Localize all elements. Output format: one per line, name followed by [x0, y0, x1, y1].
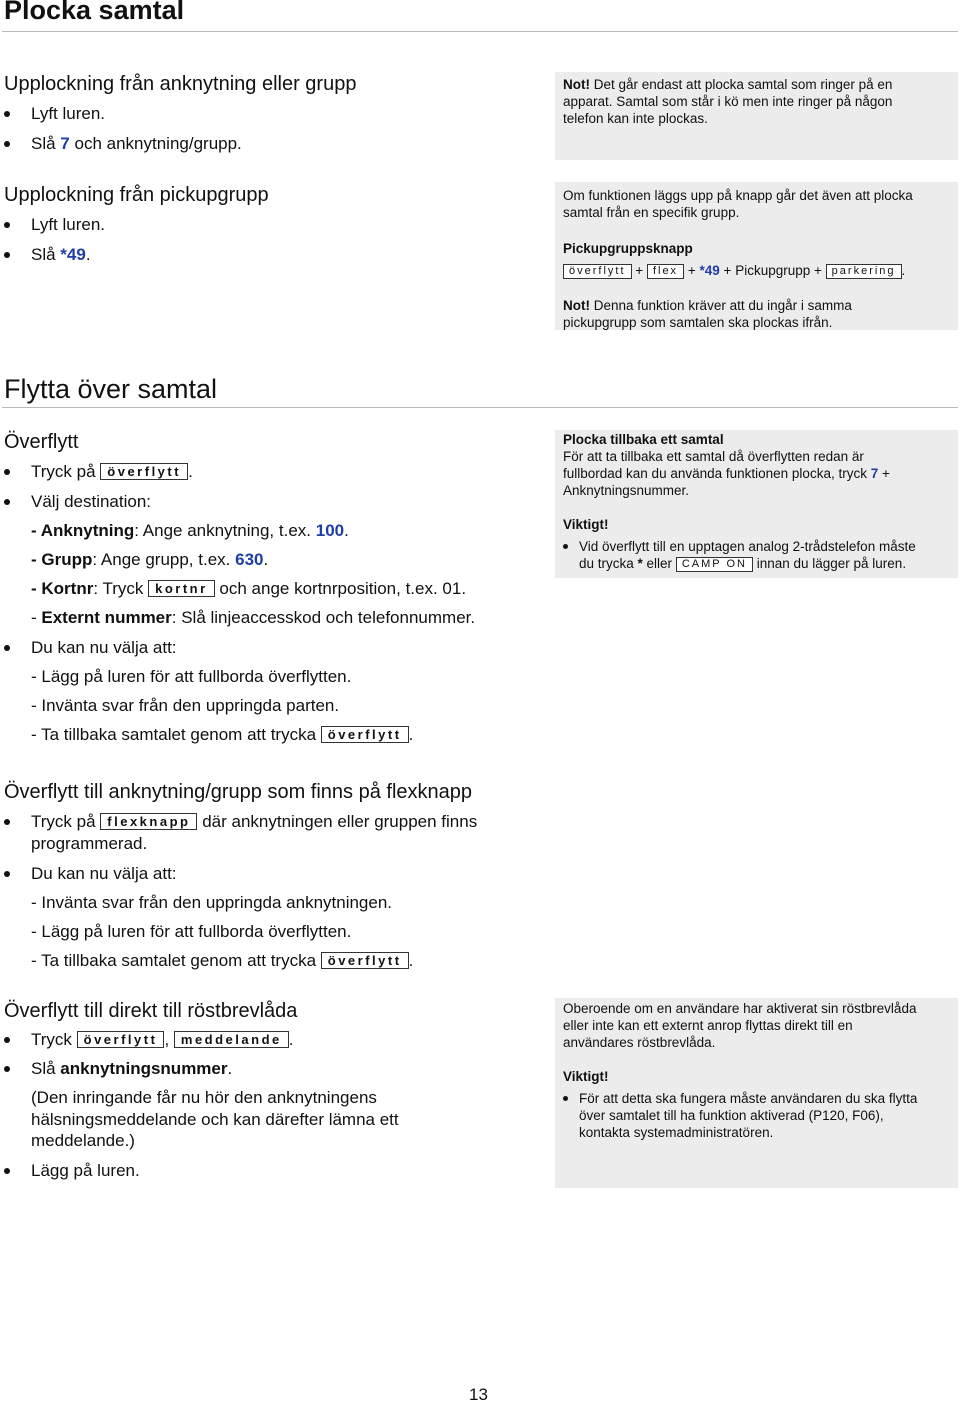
- list-item: Tryck på överflytt .: [31, 462, 193, 482]
- bullet-icon: [4, 141, 10, 147]
- section-heading-rostbrevlada: Överflytt till direkt till röstbrevlåda: [4, 1000, 298, 1022]
- list-item: Lyft luren.: [31, 104, 105, 124]
- section-heading-pickupgrupp: Upplockning från pickupgrupp: [4, 184, 269, 206]
- option-text: - Lägg på luren för att fullborda överflytten.: [31, 922, 352, 941]
- info-box-rostbrevlada: Oberoende om en användare har aktiverat sin röstbrevlåda eller inte kan ett externt anrop flyttas direkt till en användares röstbrevlåda. Viktigt! För att detta ska fungera måste användaren du ska flytta över samtalet till ha funktion aktiverad (P120, F06), kontakta systemadministratören.: [555, 998, 958, 1188]
- info-box-pickup: Om funktionen läggs upp på knapp går det även att plocka samtal från en specifik grupp. Pickupgruppsknapp överflytt + flex + *49 + Pickupgrupp + parkering . Not! Denna funktion kräver att du ingår i samma pickupgrupp som samtalen ska plockas ifrån.: [555, 182, 958, 330]
- list-item: Välj destination:: [31, 492, 151, 512]
- camp-on-key: CAMP ON: [676, 557, 753, 572]
- bullet-icon: [4, 111, 10, 117]
- bullet-icon: [4, 1066, 10, 1072]
- bullet-icon: [4, 1037, 10, 1043]
- list-item: Tryck på flexknapp där anknytningen eller gruppen finns: [31, 812, 477, 832]
- destination-anknytning: - Anknytning: Ange anknytning, t.ex. 100.: [31, 521, 349, 540]
- list-item: Du kan nu välja att:: [31, 638, 177, 658]
- bullet-icon: [4, 645, 10, 651]
- option-text: - Invänta svar från den uppringda parten.: [31, 696, 340, 715]
- overflytt-key: överflytt: [321, 726, 409, 743]
- kortnr-key: kortnr: [148, 580, 215, 597]
- info-box-plocka-tillbaka: Plocka tillbaka ett samtal För att ta tillbaka ett samtal då överflytten redan är fullbordad kan du använda funktionen plocka, tryck 7 + Anknytningsnummer. Viktigt! Vid överflytt till en upptagen analog 2-trådstelefon måste du trycka * eller CAMP ON innan du lägger på luren.: [555, 430, 958, 578]
- overflytt-key: överflytt: [321, 952, 409, 969]
- bullet-icon: [4, 469, 10, 475]
- list-item: Slå anknytningsnummer.: [31, 1059, 232, 1079]
- list-item: Slå *49.: [31, 245, 91, 265]
- pickup-key-heading: Pickupgruppsknapp: [563, 241, 693, 256]
- overflytt-key: överflytt: [100, 463, 188, 480]
- note-box: Not! Det går endast att plocka samtal som ringer på en apparat. Samtal som står i kö men inte ringer på någon telefon kan inte plockas.: [555, 72, 958, 160]
- bullet-icon: [4, 819, 10, 825]
- destination-grupp: - Grupp: Ange grupp, t.ex. 630.: [31, 550, 269, 569]
- bullet-icon: [4, 1168, 10, 1174]
- section-title-flytta: Flytta över samtal: [4, 374, 218, 404]
- title-rule: [2, 407, 958, 408]
- flex-key: flex: [647, 264, 684, 279]
- overflytt-key: överflytt: [563, 264, 632, 279]
- bullet-icon: [4, 222, 10, 228]
- bullet-icon: [563, 544, 568, 549]
- bullet-icon: [563, 1096, 568, 1101]
- bullet-icon: [4, 871, 10, 877]
- page-number: 13: [469, 1385, 488, 1404]
- option-text: - Lägg på luren för att fullborda överflytten.: [31, 667, 352, 686]
- title-rule: [2, 31, 958, 32]
- destination-kortnr: - Kortnr: Tryck kortnr och ange kortnrposition, t.ex. 01.: [31, 579, 467, 598]
- list-item: Lyft luren.: [31, 215, 105, 235]
- overflytt-key: överflytt: [77, 1031, 165, 1048]
- meddelande-key: meddelande: [174, 1031, 289, 1048]
- list-item: Slå 7 och anknytning/grupp.: [31, 134, 242, 154]
- section-heading-upplockning: Upplockning från anknytning eller grupp: [4, 73, 357, 95]
- option-text: - Invänta svar från den uppringda anknytningen.: [31, 893, 393, 912]
- bullet-icon: [4, 252, 10, 258]
- parkering-key: parkering: [826, 264, 902, 279]
- list-item: Du kan nu välja att:: [31, 864, 177, 884]
- page-title: Plocka samtal: [4, 0, 185, 25]
- bullet-icon: [4, 499, 10, 505]
- option-text: - Ta tillbaka samtalet genom att trycka överflytt .: [31, 725, 414, 744]
- flexknapp-key: flexknapp: [100, 813, 197, 830]
- list-item: Tryck överflytt , meddelande .: [31, 1030, 293, 1050]
- section-heading-overflytt: Överflytt: [4, 431, 79, 453]
- option-text: - Ta tillbaka samtalet genom att trycka överflytt .: [31, 951, 414, 970]
- list-item: Lägg på luren.: [31, 1161, 140, 1181]
- destination-externt: - Externt nummer: Slå linjeaccesskod och telefonnummer.: [31, 608, 476, 627]
- section-heading-flexknapp: Överflytt till anknytning/grupp som finns på flexknapp: [4, 781, 473, 803]
